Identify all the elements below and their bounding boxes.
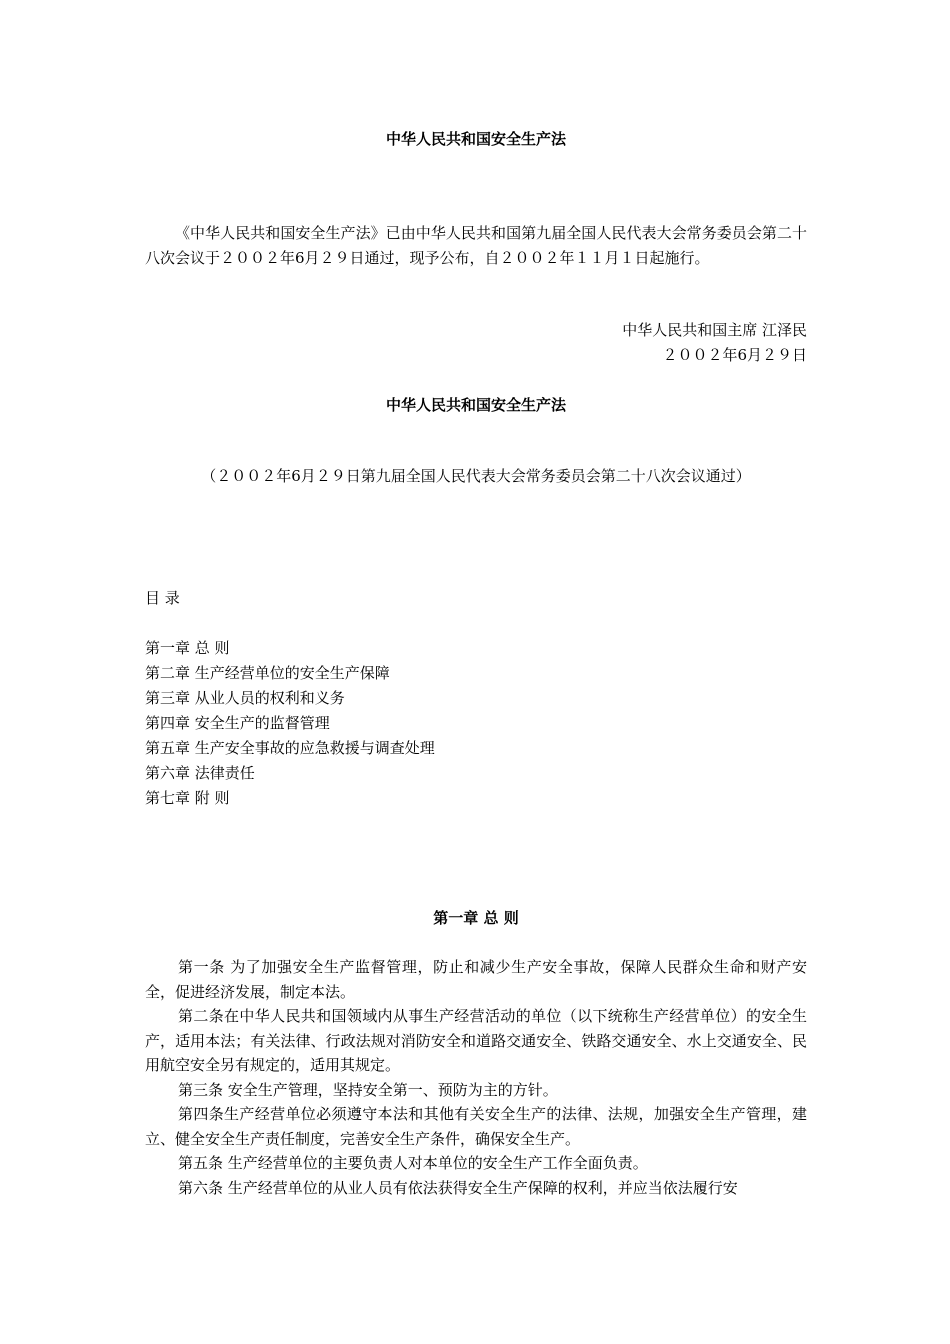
toc-item: 第四章 安全生产的监督管理 (145, 714, 330, 732)
toc-item: 第一章 总 则 (145, 639, 230, 657)
table-of-contents (145, 636, 435, 811)
toc-item: 第七章 附 则 (145, 789, 230, 807)
article-6: 第六条 生产经营单位的从业人员有依法获得安全生产保障的权利，并应当依法履行安 (178, 1178, 738, 1197)
article-1: 第一条 为了加强安全生产监督管理，防止和减少生产安全事故，保障人民群众生命和财产安全，促进经济发展，制定本法。 (145, 958, 807, 1001)
promulgation-paragraph: 《中华人民共和国安全生产法》已由中华人民共和国第九届全国人民代表大会常务委员会第二十八次会议于２００２年6月２９日通过，现予公布，自２００２年１１月１日起施行。 (145, 224, 807, 267)
chapter-articles (145, 955, 807, 1200)
toc-item: 第二章 生产经营单位的安全生产保障 (145, 664, 390, 682)
adoption-note: （２００２年6月２９日第九届全国人民代表大会常务委员会第二十八次会议通过） (201, 467, 751, 485)
chapter-heading: 第一章 总 则 (433, 909, 519, 927)
article-2: 第二条在中华人民共和国领域内从事生产经营活动的单位（以下统称生产经营单位）的安全生产，适用本法；有关法律、行政法规对消防安全和道路交通安全、铁路交通安全、水上交通安全、民用航空安全另有规定的，适用其规定。 (145, 1007, 807, 1074)
toc-heading: 目 录 (145, 589, 180, 607)
toc-item: 第三章 从业人员的权利和义务 (145, 689, 345, 707)
document-title: 中华人民共和国安全生产法 (385, 130, 566, 148)
law-title: 中华人民共和国安全生产法 (385, 396, 566, 414)
signer-line: 中华人民共和国主席 江泽民 (622, 321, 807, 339)
article-4: 第四条生产经营单位必须遵守本法和其他有关安全生产的法律、法规，加强安全生产管理，建立、健全安全生产责任制度，完善安全生产条件，确保安全生产。 (145, 1105, 807, 1148)
article-3: 第三条 安全生产管理，坚持安全第一、预防为主的方针。 (178, 1080, 558, 1099)
toc-item: 第五章 生产安全事故的应急救援与调查处理 (145, 739, 435, 757)
article-5: 第五条 生产经营单位的主要负责人对本单位的安全生产工作全面负责。 (178, 1154, 648, 1172)
signature-date: ２００２年6月２９日 (662, 346, 807, 364)
toc-item: 第六章 法律责任 (145, 764, 255, 782)
